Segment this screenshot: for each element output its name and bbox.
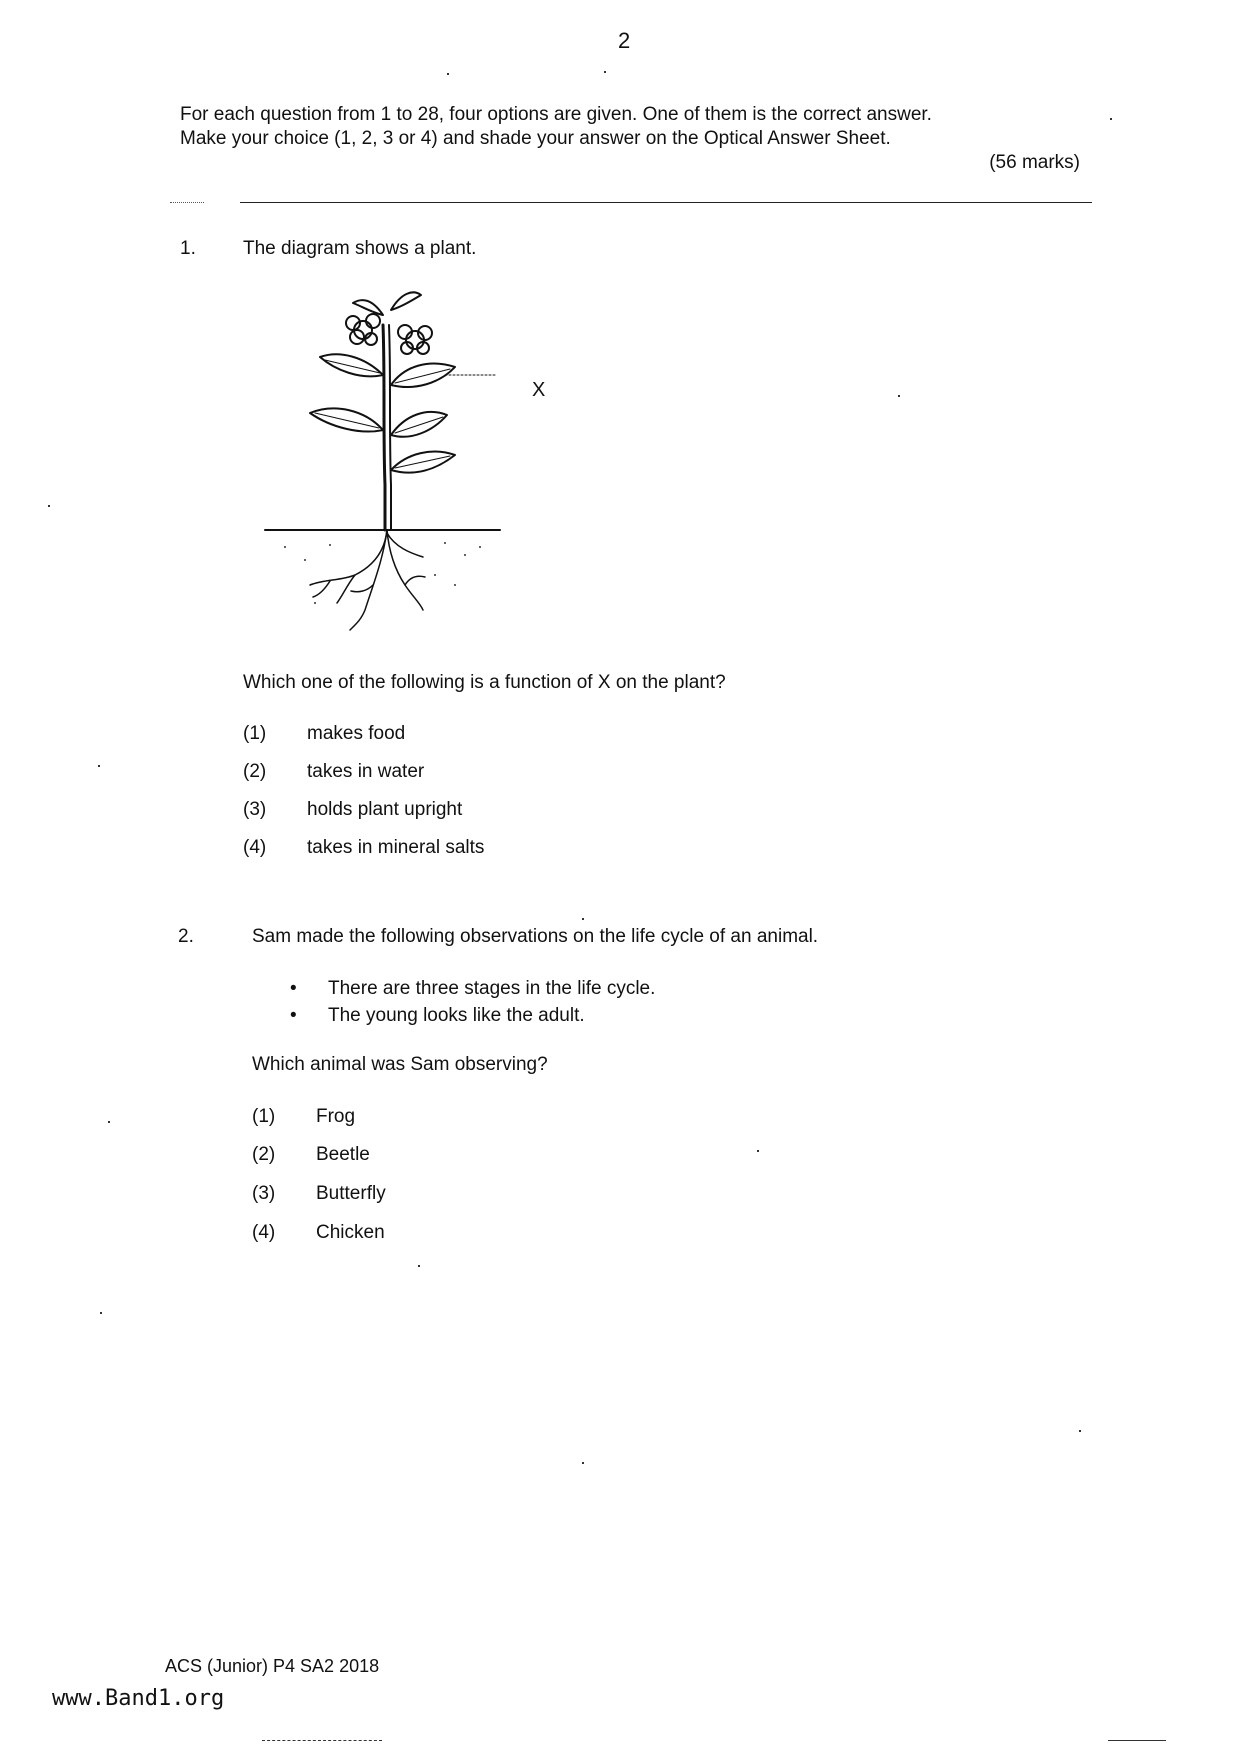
scan-speck bbox=[582, 1462, 584, 1464]
option-number: (3) bbox=[243, 799, 267, 820]
instructions-line-2: Make your choice (1, 2, 3 or 4) and shade your answer on the Optical Answer Sheet. bbox=[180, 128, 891, 149]
question-1-stem: The diagram shows a plant. bbox=[243, 238, 477, 259]
leaf-left-1 bbox=[320, 354, 383, 376]
leaf-right-2 bbox=[391, 412, 447, 437]
question-2-observations bbox=[290, 978, 655, 1032]
option-text: Frog bbox=[316, 1106, 356, 1127]
option-number: (2) bbox=[243, 761, 267, 782]
plant-stem bbox=[383, 325, 385, 530]
option-number: (4) bbox=[243, 837, 267, 858]
scan-speck bbox=[604, 71, 606, 73]
bottom-scan-mark bbox=[1108, 1740, 1166, 1741]
option-number: (3) bbox=[252, 1183, 276, 1204]
scan-speck bbox=[447, 73, 449, 75]
option-number: (2) bbox=[252, 1144, 276, 1165]
leaf-top-right bbox=[391, 292, 421, 310]
scan-speck bbox=[108, 1121, 110, 1123]
instructions bbox=[180, 103, 1080, 173]
question-1-prompt: Which one of the following is a function of X on the plant? bbox=[243, 672, 726, 693]
observation-item: • There are three stages in the life cycle. bbox=[290, 978, 655, 1005]
option-text: Beetle bbox=[316, 1144, 370, 1165]
question-1-option-1 bbox=[243, 723, 405, 745]
plant-diagram bbox=[255, 285, 555, 635]
option-text: Butterfly bbox=[316, 1183, 386, 1204]
scan-speck bbox=[1079, 1430, 1081, 1432]
question-1-number: 1. bbox=[180, 238, 196, 259]
option-number: (4) bbox=[252, 1222, 276, 1243]
option-number: (1) bbox=[243, 723, 267, 744]
instructions-line-1: For each question from 1 to 28, four options are given. One of them is the correct answer. bbox=[180, 104, 932, 125]
divider-lead bbox=[170, 202, 204, 203]
option-number: (1) bbox=[252, 1106, 276, 1127]
question-1-option-4 bbox=[243, 837, 484, 859]
observation-item: • The young looks like the adult. bbox=[290, 1005, 655, 1032]
plant-stem-edge bbox=[389, 325, 391, 530]
scan-speck bbox=[48, 505, 50, 507]
figure-label-x: X bbox=[532, 379, 546, 401]
option-text: takes in mineral salts bbox=[307, 837, 485, 858]
question-2-option-3 bbox=[252, 1183, 386, 1205]
question-1-option-2 bbox=[243, 761, 424, 783]
question-2-option-4 bbox=[252, 1222, 385, 1244]
scan-speck bbox=[757, 1150, 759, 1152]
question-2-option-2 bbox=[252, 1144, 370, 1166]
question-2-option-1 bbox=[252, 1106, 355, 1128]
bottom-scan-mark bbox=[262, 1740, 382, 1741]
option-text: holds plant upright bbox=[307, 799, 463, 820]
option-text: makes food bbox=[307, 723, 406, 744]
question-2-stem: Sam made the following observations on the life cycle of an animal. bbox=[252, 926, 819, 947]
question-1-option-3 bbox=[243, 799, 462, 821]
total-marks: (56 marks) bbox=[989, 152, 1080, 173]
option-text: Chicken bbox=[316, 1222, 385, 1243]
question-2-prompt: Which animal was Sam observing? bbox=[252, 1054, 548, 1075]
plant-roots bbox=[310, 530, 425, 630]
scan-speck bbox=[418, 1265, 420, 1267]
scan-speck bbox=[582, 918, 584, 920]
scan-speck bbox=[1110, 118, 1112, 120]
scan-speck bbox=[898, 395, 900, 397]
page-number: 2 bbox=[618, 28, 631, 53]
option-text: takes in water bbox=[307, 761, 425, 782]
question-2-number: 2. bbox=[178, 926, 194, 947]
watermark: www.Band1.org bbox=[52, 1686, 225, 1711]
scan-speck bbox=[98, 765, 100, 767]
section-divider bbox=[240, 202, 1092, 203]
scan-speck bbox=[100, 1312, 102, 1314]
leaf-top-left bbox=[353, 300, 383, 315]
footer-exam-code: ACS (Junior) P4 SA2 2018 bbox=[165, 1656, 380, 1676]
